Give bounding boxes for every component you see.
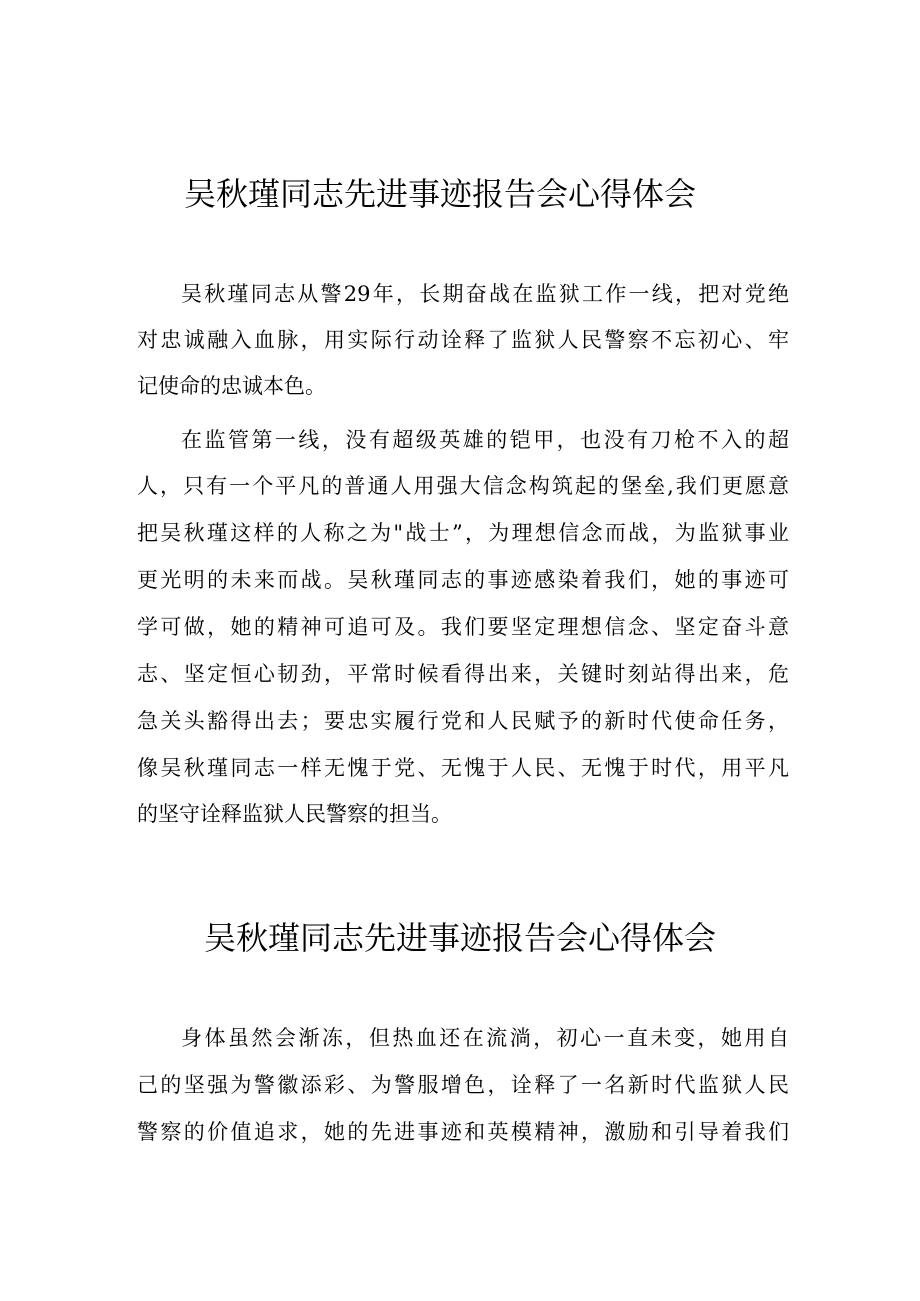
paragraph-line: 学可做，她的精神可追可及。我们要坚定理想信念、坚定奋斗意	[137, 615, 789, 639]
paragraph-line: 在监管第一线，没有超级英雄的铠甲，也没有刀枪不入的超	[181, 428, 789, 452]
paragraph-line: 像吴秋瑾同志一样无愧于党、无愧于人民、无愧于时代，用平凡	[137, 756, 789, 780]
paragraph-line: 警察的价值追求，她的先进事迹和英模精神，激励和引导着我们	[137, 1120, 789, 1144]
section-2-title: 吴秋瑾同志先进事迹报告会心得体会	[203, 919, 716, 957]
paragraph-line: 对忠诚融入血脉，用实际行动诠释了监狱人民警察不忘初心、牢	[137, 328, 789, 352]
paragraph-line: 把吴秋瑾这样的人称之为"战士”，为理想信念而战，为监狱事业	[137, 521, 789, 545]
paragraph-line: 人，只有一个平凡的普通人用强大信念构筑起的堡垒,我们更愿意	[137, 474, 789, 498]
section-1-title: 吴秋瑾同志先进事迹报告会心得体会	[183, 175, 696, 213]
paragraph-line: 急关头豁得出去；要忠实履行党和人民赋予的新时代使命任务，	[137, 709, 789, 733]
paragraph-line: 吴秋瑾同志从警29年，长期奋战在监狱工作一线，把对党绝	[181, 282, 789, 306]
paragraph-line: 己的坚强为警徽添彩、为警服增色，诠释了一名新时代监狱人民	[137, 1073, 789, 1097]
paragraph-line: 身体虽然会渐冻，但热血还在流淌，初心一直未变，她用自	[181, 1026, 789, 1050]
paragraph-line: 志、坚定恒心韧劲，平常时候看得出来，关键时刻站得出来，危	[137, 662, 789, 686]
paragraph-line: 记使命的忠诚本色。	[137, 374, 326, 398]
paragraph-line: 的坚守诠释监狱人民警察的担当。	[137, 802, 452, 826]
paragraph-line: 更光明的未来而战。吴秋瑾同志的事迹感染着我们，她的事迹可	[137, 568, 789, 592]
